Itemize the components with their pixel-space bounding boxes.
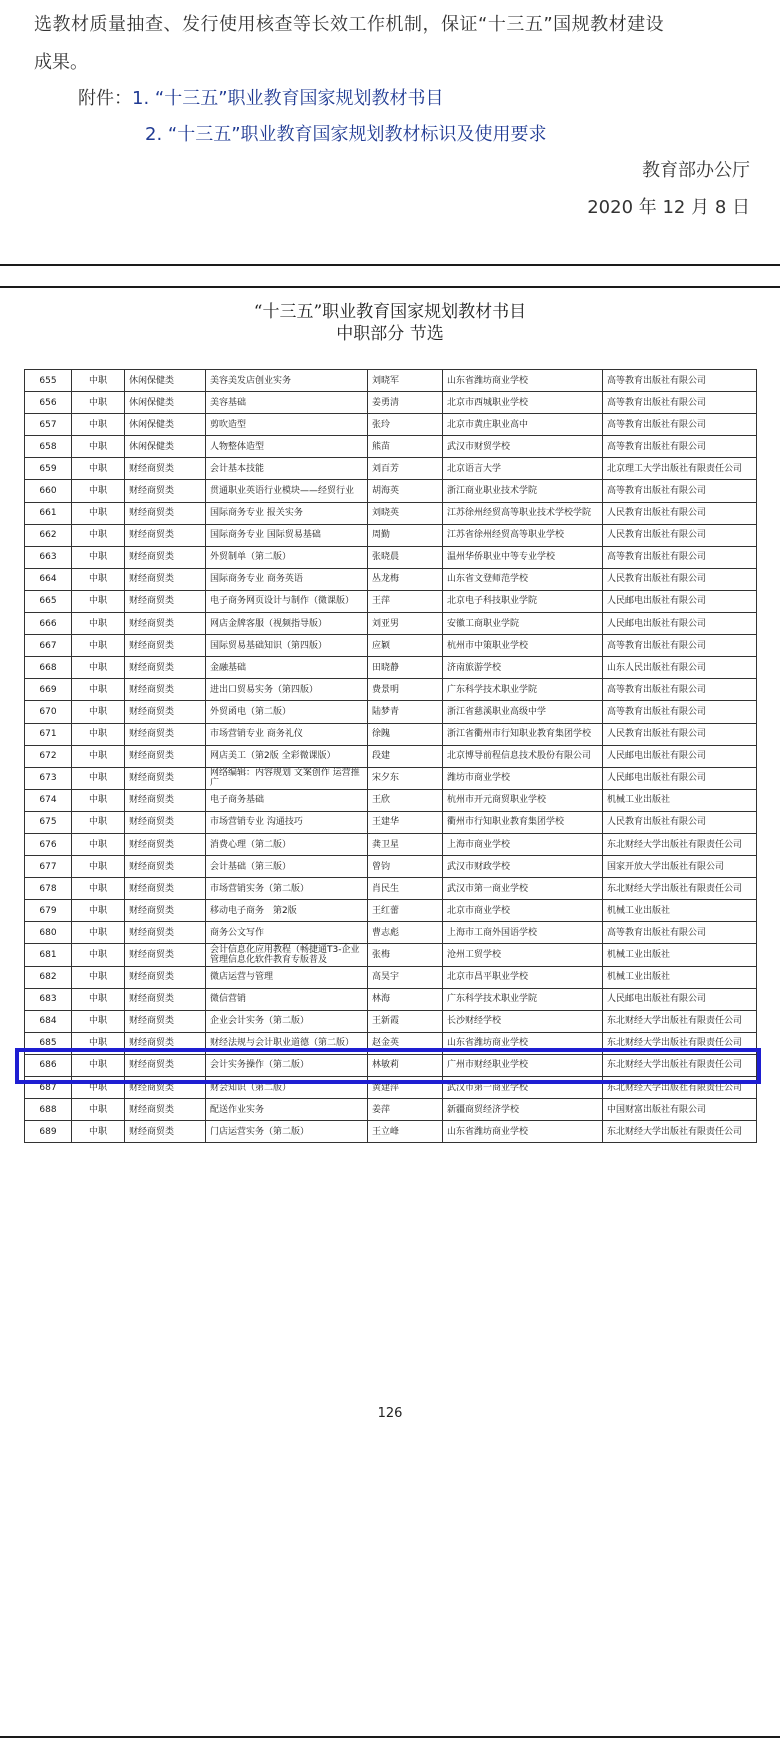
book-list-table (24, 369, 757, 1143)
cell-book-title: 门店运营实务（第二版） (206, 1121, 368, 1143)
cell-book-title: 金融基础 (206, 657, 368, 679)
cell-author: 应颖 (368, 635, 443, 657)
table-row (25, 856, 757, 878)
table-row (25, 878, 757, 900)
cell-institution: 北京市商业学校 (443, 900, 603, 922)
cell-level: 中职 (72, 370, 125, 392)
cell-level: 中职 (72, 833, 125, 855)
cell-number: 685 (25, 1032, 72, 1054)
cell-author: 张晓晨 (368, 546, 443, 568)
cell-level: 中职 (72, 1121, 125, 1143)
table-row (25, 701, 757, 723)
cell-publisher: 人民教育出版社有限公司 (603, 811, 757, 833)
cell-publisher: 中国财富出版社有限公司 (603, 1099, 757, 1121)
cell-level: 中职 (72, 944, 125, 966)
cell-institution: 北京博导前程信息技术股份有限公司 (443, 745, 603, 767)
table-row (25, 635, 757, 657)
cell-institution: 北京市昌平职业学校 (443, 966, 603, 988)
cell-number: 679 (25, 900, 72, 922)
cell-level: 中职 (72, 878, 125, 900)
cell-number: 666 (25, 613, 72, 635)
cell-author: 费景明 (368, 679, 443, 701)
cell-institution: 北京市西城职业学校 (443, 392, 603, 414)
cell-author: 张玲 (368, 414, 443, 436)
notice-text (0, 0, 780, 262)
cell-number: 656 (25, 392, 72, 414)
cell-author: 田晓静 (368, 657, 443, 679)
cell-level: 中职 (72, 701, 125, 723)
cell-author: 丛龙梅 (368, 568, 443, 590)
cell-number: 688 (25, 1099, 72, 1121)
cell-book-title: 会计信息化应用教程（畅捷通T3-企业管理信息化软件教育专版普及 (206, 944, 368, 966)
table-row (25, 502, 757, 524)
cell-level: 中职 (72, 723, 125, 745)
cell-author: 高昊宇 (368, 966, 443, 988)
cell-publisher: 人民教育出版社有限公司 (603, 524, 757, 546)
cell-institution: 新疆商贸经济学校 (443, 1099, 603, 1121)
cell-category: 财经商贸类 (125, 1054, 206, 1076)
cell-number: 683 (25, 988, 72, 1010)
cell-category: 休闲保健类 (125, 436, 206, 458)
cell-level: 中职 (72, 922, 125, 944)
cell-level: 中职 (72, 436, 125, 458)
cell-level: 中职 (72, 657, 125, 679)
date: 2020 年 12 月 8 日 (587, 197, 750, 218)
table-row (25, 392, 757, 414)
cell-book-title: 国际商务专业 报关实务 (206, 502, 368, 524)
table-row (25, 1077, 757, 1099)
cell-author: 段建 (368, 745, 443, 767)
cell-publisher: 东北财经大学出版社有限责任公司 (603, 878, 757, 900)
document-title: “十三五”职业教育国家规划教材书目 (253, 302, 527, 322)
cell-publisher: 人民教育出版社有限公司 (603, 502, 757, 524)
cell-author: 宋夕东 (368, 767, 443, 789)
cell-category: 财经商贸类 (125, 1010, 206, 1032)
cell-institution: 沧州工贸学校 (443, 944, 603, 966)
cell-level: 中职 (72, 1099, 125, 1121)
cell-author: 黄建萍 (368, 1077, 443, 1099)
cell-publisher: 东北财经大学出版社有限责任公司 (603, 1121, 757, 1143)
cell-publisher: 山东人民出版社有限公司 (603, 657, 757, 679)
cell-category: 财经商贸类 (125, 701, 206, 723)
signature: 教育部办公厅 (642, 160, 750, 181)
cell-category: 财经商贸类 (125, 833, 206, 855)
cell-number: 670 (25, 701, 72, 723)
cell-publisher: 人民邮电出版社有限公司 (603, 767, 757, 789)
cell-institution: 长沙财经学校 (443, 1010, 603, 1032)
cell-category: 财经商贸类 (125, 966, 206, 988)
cell-institution: 浙江商业职业技术学院 (443, 480, 603, 502)
document-subtitle: 中职部分 节选 (336, 324, 444, 344)
cell-number: 682 (25, 966, 72, 988)
cell-publisher: 东北财经大学出版社有限责任公司 (603, 1032, 757, 1054)
cell-publisher: 东北财经大学出版社有限责任公司 (603, 1054, 757, 1076)
cell-category: 财经商贸类 (125, 988, 206, 1010)
cell-institution: 上海市商业学校 (443, 833, 603, 855)
divider (0, 264, 780, 266)
cell-number: 673 (25, 767, 72, 789)
cell-level: 中职 (72, 392, 125, 414)
cell-book-title: 市场营销专业 沟通技巧 (206, 811, 368, 833)
cell-level: 中职 (72, 414, 125, 436)
cell-book-title: 电子商务基础 (206, 789, 368, 811)
cell-number: 678 (25, 878, 72, 900)
cell-institution: 武汉市第一商业学校 (443, 1077, 603, 1099)
cell-publisher: 人民邮电出版社有限公司 (603, 613, 757, 635)
cell-category: 财经商贸类 (125, 767, 206, 789)
cell-number: 657 (25, 414, 72, 436)
cell-publisher: 北京理工大学出版社有限责任公司 (603, 458, 757, 480)
divider (0, 286, 780, 288)
cell-author: 林海 (368, 988, 443, 1010)
table-row (25, 944, 757, 966)
cell-publisher: 高等教育出版社有限公司 (603, 480, 757, 502)
cell-author: 曹志彪 (368, 922, 443, 944)
cell-author: 张梅 (368, 944, 443, 966)
cell-institution: 安徽工商职业学院 (443, 613, 603, 635)
cell-book-title: 财经法规与会计职业道德（第二版） (206, 1032, 368, 1054)
cell-book-title: 电子商务网页设计与制作（微课版） (206, 590, 368, 612)
cell-level: 中职 (72, 546, 125, 568)
cell-author: 王立峰 (368, 1121, 443, 1143)
cell-publisher: 机械工业出版社 (603, 789, 757, 811)
cell-level: 中职 (72, 635, 125, 657)
table-row (25, 414, 757, 436)
cell-category: 财经商贸类 (125, 458, 206, 480)
cell-author: 刘晓英 (368, 502, 443, 524)
cell-book-title: 美容基础 (206, 392, 368, 414)
attachment-1 (78, 84, 444, 110)
cell-author: 王萍 (368, 590, 443, 612)
cell-category: 财经商贸类 (125, 1121, 206, 1143)
cell-number: 663 (25, 546, 72, 568)
cell-category: 财经商贸类 (125, 944, 206, 966)
cell-number: 674 (25, 789, 72, 811)
cell-publisher: 东北财经大学出版社有限责任公司 (603, 833, 757, 855)
cell-publisher: 高等教育出版社有限公司 (603, 392, 757, 414)
cell-author: 陆梦青 (368, 701, 443, 723)
cell-book-title: 商务公文写作 (206, 922, 368, 944)
table-row (25, 679, 757, 701)
cell-publisher: 东北财经大学出版社有限责任公司 (603, 1077, 757, 1099)
cell-institution: 衢州市行知职业教育集团学校 (443, 811, 603, 833)
cell-book-title: 网店金牌客服（视频指导版） (206, 613, 368, 635)
table-row (25, 833, 757, 855)
cell-institution: 济南旅游学校 (443, 657, 603, 679)
cell-publisher: 高等教育出版社有限公司 (603, 701, 757, 723)
table-row (25, 590, 757, 612)
cell-level: 中职 (72, 458, 125, 480)
cell-level: 中职 (72, 1054, 125, 1076)
table-row (25, 1032, 757, 1054)
cell-category: 财经商贸类 (125, 922, 206, 944)
cell-institution: 武汉市财政学校 (443, 856, 603, 878)
cell-institution: 山东省潍坊商业学校 (443, 370, 603, 392)
cell-book-title: 贯通职业英语行业模块——经贸行业 (206, 480, 368, 502)
cell-institution: 广州市财经职业学校 (443, 1054, 603, 1076)
cell-number: 667 (25, 635, 72, 657)
cell-publisher: 人民教育出版社有限公司 (603, 723, 757, 745)
cell-category: 休闲保健类 (125, 392, 206, 414)
cell-author: 熊苗 (368, 436, 443, 458)
cell-author: 徐隗 (368, 723, 443, 745)
cell-number: 662 (25, 524, 72, 546)
cell-institution: 北京电子科技职业学院 (443, 590, 603, 612)
attachment-prefix: 附件： (78, 88, 132, 109)
cell-publisher: 高等教育出版社有限公司 (603, 922, 757, 944)
cell-book-title: 移动电子商务 第2版 (206, 900, 368, 922)
cell-author: 王红蕾 (368, 900, 443, 922)
cell-level: 中职 (72, 590, 125, 612)
cell-category: 财经商贸类 (125, 878, 206, 900)
cell-institution: 浙江省慈溪职业高级中学 (443, 701, 603, 723)
cell-publisher: 高等教育出版社有限公司 (603, 546, 757, 568)
cell-publisher: 高等教育出版社有限公司 (603, 436, 757, 458)
cell-institution: 武汉市第一商业学校 (443, 878, 603, 900)
cell-number: 677 (25, 856, 72, 878)
cell-book-title: 国际商务专业 商务英语 (206, 568, 368, 590)
cell-institution: 浙江省衢州市行知职业教育集团学校 (443, 723, 603, 745)
cell-level: 中职 (72, 524, 125, 546)
cell-category: 财经商贸类 (125, 856, 206, 878)
cell-institution: 山东省潍坊商业学校 (443, 1121, 603, 1143)
cell-institution: 杭州市中策职业学校 (443, 635, 603, 657)
table-row (25, 1054, 757, 1076)
cell-category: 财经商贸类 (125, 679, 206, 701)
cell-category: 休闲保健类 (125, 370, 206, 392)
cell-author: 赵金英 (368, 1032, 443, 1054)
cell-category: 财经商贸类 (125, 657, 206, 679)
cell-book-title: 人物整体造型 (206, 436, 368, 458)
table-row (25, 458, 757, 480)
cell-author: 王建华 (368, 811, 443, 833)
cell-institution: 上海市工商外国语学校 (443, 922, 603, 944)
cell-category: 财经商贸类 (125, 811, 206, 833)
cell-level: 中职 (72, 1032, 125, 1054)
cell-category: 财经商贸类 (125, 568, 206, 590)
cell-book-title: 会计实务操作（第二版） (206, 1054, 368, 1076)
table-row (25, 546, 757, 568)
paragraph-line: 选教材质量抽查、发行使用核查等长效工作机制，保证“十三五”国规教材建设 (34, 14, 665, 35)
cell-number: 684 (25, 1010, 72, 1032)
cell-level: 中职 (72, 1010, 125, 1032)
cell-level: 中职 (72, 568, 125, 590)
cell-institution: 温州华侨职业中等专业学校 (443, 546, 603, 568)
cell-number: 672 (25, 745, 72, 767)
cell-institution: 江苏徐州经贸高等职业技术学校学院 (443, 502, 603, 524)
cell-number: 660 (25, 480, 72, 502)
cell-number: 665 (25, 590, 72, 612)
cell-book-title: 美容美发店创业实务 (206, 370, 368, 392)
cell-institution: 潍坊市商业学校 (443, 767, 603, 789)
cell-category: 财经商贸类 (125, 1099, 206, 1121)
cell-institution: 山东省潍坊商业学校 (443, 1032, 603, 1054)
cell-category: 财经商贸类 (125, 1032, 206, 1054)
table-row (25, 1121, 757, 1143)
cell-publisher: 高等教育出版社有限公司 (603, 679, 757, 701)
cell-institution: 广东科学技术职业学院 (443, 679, 603, 701)
table-row (25, 767, 757, 789)
table-row (25, 900, 757, 922)
attachment-2-link[interactable]: 2. “十三五”职业教育国家规划教材标识及使用要求 (145, 124, 547, 145)
cell-institution: 北京语言大学 (443, 458, 603, 480)
cell-book-title: 市场营销实务（第二版） (206, 878, 368, 900)
cell-level: 中职 (72, 900, 125, 922)
cell-category: 财经商贸类 (125, 789, 206, 811)
cell-institution: 江苏省徐州经贸高等职业学校 (443, 524, 603, 546)
cell-number: 655 (25, 370, 72, 392)
table-row (25, 657, 757, 679)
table-row (25, 922, 757, 944)
cell-book-title: 财会知识（第二版） (206, 1077, 368, 1099)
cell-number: 681 (25, 944, 72, 966)
cell-author: 曾钧 (368, 856, 443, 878)
cell-category: 财经商贸类 (125, 723, 206, 745)
table-row (25, 568, 757, 590)
cell-book-title: 国际商务专业 国际贸易基础 (206, 524, 368, 546)
cell-book-title: 剪吹造型 (206, 414, 368, 436)
paragraph-line: 成果。 (34, 52, 88, 73)
cell-author: 王新霞 (368, 1010, 443, 1032)
cell-category: 财经商贸类 (125, 900, 206, 922)
cell-level: 中职 (72, 1077, 125, 1099)
cell-category: 财经商贸类 (125, 546, 206, 568)
cell-number: 686 (25, 1054, 72, 1076)
cell-publisher: 国家开放大学出版社有限公司 (603, 856, 757, 878)
table-row (25, 988, 757, 1010)
cell-institution: 武汉市财贸学校 (443, 436, 603, 458)
cell-number: 659 (25, 458, 72, 480)
cell-number: 689 (25, 1121, 72, 1143)
cell-author: 肖民生 (368, 878, 443, 900)
cell-number: 664 (25, 568, 72, 590)
cell-number: 687 (25, 1077, 72, 1099)
cell-institution: 山东省文登师范学校 (443, 568, 603, 590)
cell-level: 中职 (72, 767, 125, 789)
cell-category: 财经商贸类 (125, 502, 206, 524)
table-row (25, 811, 757, 833)
table-row (25, 966, 757, 988)
cell-publisher: 人民邮电出版社有限公司 (603, 590, 757, 612)
cell-author: 周勤 (368, 524, 443, 546)
cell-book-title: 市场营销专业 商务礼仪 (206, 723, 368, 745)
cell-book-title: 会计基本技能 (206, 458, 368, 480)
cell-level: 中职 (72, 480, 125, 502)
cell-level: 中职 (72, 679, 125, 701)
cell-book-title: 会计基础（第三版） (206, 856, 368, 878)
cell-level: 中职 (72, 789, 125, 811)
table-row (25, 789, 757, 811)
page-number: 126 (377, 1406, 403, 1421)
cell-publisher: 人民邮电出版社有限公司 (603, 988, 757, 1010)
cell-level: 中职 (72, 745, 125, 767)
table-row (25, 745, 757, 767)
cell-publisher: 高等教育出版社有限公司 (603, 635, 757, 657)
cell-number: 658 (25, 436, 72, 458)
cell-number: 680 (25, 922, 72, 944)
cell-book-title: 网络编辑：内容规划 文案创作 运营推广 (206, 767, 368, 789)
cell-number: 671 (25, 723, 72, 745)
cell-book-title: 网店美工（第2版 全彩微课版） (206, 745, 368, 767)
cell-level: 中职 (72, 856, 125, 878)
cell-category: 财经商贸类 (125, 613, 206, 635)
cell-publisher: 机械工业出版社 (603, 900, 757, 922)
cell-book-title: 国际贸易基础知识（第四版） (206, 635, 368, 657)
cell-level: 中职 (72, 613, 125, 635)
cell-category: 财经商贸类 (125, 1077, 206, 1099)
table-row (25, 370, 757, 392)
cell-book-title: 外贸函电（第二版） (206, 701, 368, 723)
table-row (25, 1010, 757, 1032)
cell-number: 668 (25, 657, 72, 679)
cell-level: 中职 (72, 966, 125, 988)
cell-publisher: 高等教育出版社有限公司 (603, 370, 757, 392)
table-row (25, 524, 757, 546)
cell-author: 王欣 (368, 789, 443, 811)
cell-category: 财经商贸类 (125, 635, 206, 657)
cell-publisher: 东北财经大学出版社有限责任公司 (603, 1010, 757, 1032)
cell-category: 财经商贸类 (125, 590, 206, 612)
cell-category: 财经商贸类 (125, 524, 206, 546)
cell-institution: 北京市黄庄职业高中 (443, 414, 603, 436)
cell-number: 661 (25, 502, 72, 524)
cell-number: 675 (25, 811, 72, 833)
cell-author: 刘百芳 (368, 458, 443, 480)
cell-category: 休闲保健类 (125, 414, 206, 436)
attachment-1-link[interactable]: 1. “十三五”职业教育国家规划教材书目 (132, 88, 444, 109)
cell-book-title: 微店运营与管理 (206, 966, 368, 988)
cell-level: 中职 (72, 811, 125, 833)
table-row (25, 613, 757, 635)
cell-author: 胡海英 (368, 480, 443, 502)
cell-number: 676 (25, 833, 72, 855)
cell-book-title: 企业会计实务（第二版） (206, 1010, 368, 1032)
cell-book-title: 微信营销 (206, 988, 368, 1010)
cell-author: 刘亚男 (368, 613, 443, 635)
cell-level: 中职 (72, 988, 125, 1010)
table-row (25, 480, 757, 502)
cell-category: 财经商贸类 (125, 745, 206, 767)
cell-book-title: 配送作业实务 (206, 1099, 368, 1121)
cell-publisher: 人民邮电出版社有限公司 (603, 745, 757, 767)
cell-author: 刘晓军 (368, 370, 443, 392)
cell-category: 财经商贸类 (125, 480, 206, 502)
cell-publisher: 高等教育出版社有限公司 (603, 414, 757, 436)
cell-author: 姜勇清 (368, 392, 443, 414)
cell-number: 669 (25, 679, 72, 701)
cell-book-title: 消费心理（第二版） (206, 833, 368, 855)
cell-book-title: 进出口贸易实务（第四版） (206, 679, 368, 701)
table-row (25, 1099, 757, 1121)
table-row (25, 436, 757, 458)
cell-publisher: 人民教育出版社有限公司 (603, 568, 757, 590)
table-row (25, 723, 757, 745)
cell-author: 龚卫星 (368, 833, 443, 855)
cell-publisher: 机械工业出版社 (603, 966, 757, 988)
cell-level: 中职 (72, 502, 125, 524)
cell-author: 姜萍 (368, 1099, 443, 1121)
cell-institution: 杭州市开元商贸职业学校 (443, 789, 603, 811)
cell-publisher: 机械工业出版社 (603, 944, 757, 966)
cell-institution: 广东科学技术职业学院 (443, 988, 603, 1010)
cell-author: 林敏莉 (368, 1054, 443, 1076)
cell-book-title: 外贸制单（第二版） (206, 546, 368, 568)
